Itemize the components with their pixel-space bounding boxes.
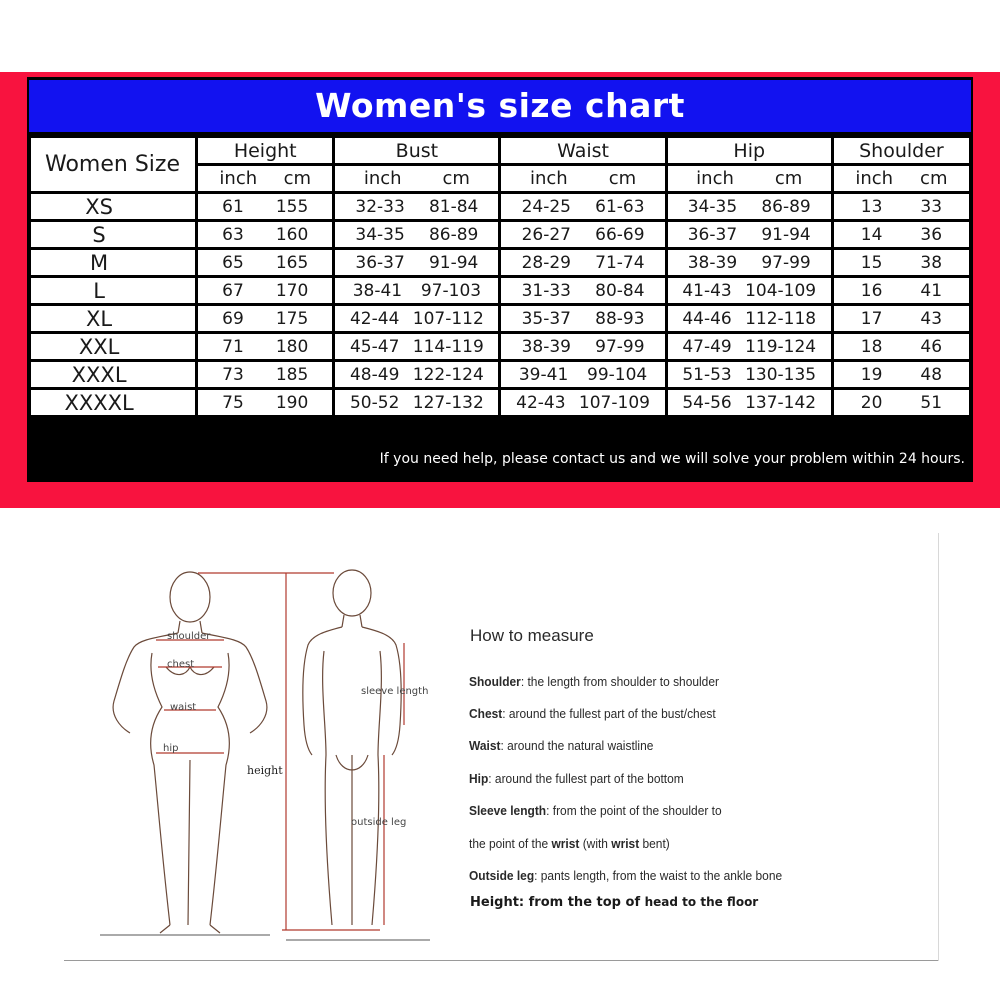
shoulder-inch-value: 19 bbox=[860, 364, 883, 385]
waist-cell bbox=[501, 278, 664, 303]
bust-cm-value: 122-124 bbox=[412, 364, 484, 385]
chest-instruction: Chest: around the fullest part of the bust/chest bbox=[469, 706, 716, 721]
hip-instruction: Hip: around the fullest part of the bottom bbox=[469, 771, 684, 786]
size-label: M bbox=[31, 250, 195, 275]
height-inch-value: 75 bbox=[222, 392, 244, 413]
chest-label: chest bbox=[167, 659, 195, 670]
shoulder-inch-value: 17 bbox=[860, 308, 883, 329]
bust-cell bbox=[335, 222, 498, 247]
bust-cm-value: 97-103 bbox=[420, 280, 482, 301]
waist-cm-value: 61-63 bbox=[595, 196, 645, 217]
height-cell bbox=[198, 222, 332, 247]
waist-cell bbox=[501, 362, 664, 387]
height-cm-value: 170 bbox=[275, 280, 309, 301]
shoulder-cell bbox=[834, 390, 969, 415]
height-cm-value: 160 bbox=[275, 224, 309, 245]
height-inch-value: 73 bbox=[222, 364, 244, 385]
height-instruction: Height: from the top of head to the floor bbox=[470, 895, 759, 910]
size-label: XXL bbox=[31, 334, 195, 359]
bust-cm-value: 107-112 bbox=[412, 308, 484, 329]
unit-cm: cm bbox=[774, 168, 803, 189]
hip-inch-value: 44-46 bbox=[682, 308, 732, 329]
shoulder-inch-value: 20 bbox=[860, 392, 883, 413]
back-figure bbox=[303, 570, 401, 925]
bust-cm-value: 114-119 bbox=[412, 336, 484, 357]
bust-inch-value: 42-44 bbox=[349, 308, 400, 329]
hip-inch-value: 34-35 bbox=[687, 196, 738, 217]
table-row bbox=[31, 390, 969, 415]
table-row bbox=[31, 334, 969, 359]
shoulder-cm-value: 48 bbox=[920, 364, 943, 385]
height-units bbox=[198, 166, 332, 191]
shoulder-label: shoulder bbox=[167, 631, 211, 642]
hip-units bbox=[668, 166, 831, 191]
height-inch-value: 71 bbox=[222, 336, 244, 357]
shoulder-header: Shoulder bbox=[834, 138, 969, 163]
waist-cell bbox=[501, 222, 664, 247]
bust-header: Bust bbox=[335, 138, 498, 163]
height-inch-value: 63 bbox=[222, 224, 244, 245]
bust-inch-value: 34-35 bbox=[355, 224, 405, 245]
bust-cell bbox=[335, 334, 498, 359]
shoulder-cm-value: 33 bbox=[920, 196, 943, 217]
height-cm-value: 155 bbox=[275, 196, 309, 217]
height-cm-value: 165 bbox=[275, 252, 309, 273]
waist-cm-value: 99-104 bbox=[587, 364, 648, 385]
shoulder-cell bbox=[834, 194, 969, 219]
shoulder-units bbox=[834, 166, 969, 191]
height-cm-value: 190 bbox=[275, 392, 309, 413]
height-label: height bbox=[247, 764, 283, 777]
shoulder-cm-value: 36 bbox=[920, 224, 943, 245]
bust-inch-value: 38-41 bbox=[352, 280, 403, 301]
height-cell bbox=[198, 390, 332, 415]
sleeve-length-instruction-cont: the point of the wrist (with wrist bent) bbox=[469, 836, 670, 851]
waist-cell bbox=[501, 334, 664, 359]
bust-cell bbox=[335, 306, 498, 331]
waist-cm-value: 97-99 bbox=[595, 336, 645, 357]
hip-inch-value: 51-53 bbox=[682, 364, 732, 385]
shoulder-cm-value: 38 bbox=[920, 252, 943, 273]
shoulder-cell bbox=[834, 250, 969, 275]
sleeve-length-instruction: Sleeve length: from the point of the shoulder to bbox=[469, 803, 722, 818]
waist-cell bbox=[501, 306, 664, 331]
unit-cm: cm bbox=[608, 168, 637, 189]
waist-inch-value: 39-41 bbox=[518, 364, 569, 385]
hip-cm-value: 137-142 bbox=[745, 392, 817, 413]
shoulder-cm-value: 51 bbox=[920, 392, 943, 413]
waist-inch-value: 42-43 bbox=[516, 392, 566, 413]
shoulder-cell bbox=[834, 222, 969, 247]
shoulder-inch-value: 16 bbox=[860, 280, 883, 301]
waist-inch-value: 35-37 bbox=[521, 308, 571, 329]
waist-cm-value: 66-69 bbox=[595, 224, 645, 245]
hip-label: hip bbox=[163, 743, 179, 754]
size-label: L bbox=[31, 278, 195, 303]
waist-inch-value: 31-33 bbox=[521, 280, 571, 301]
bust-cell bbox=[335, 362, 498, 387]
table-row bbox=[31, 250, 969, 275]
unit-inch: inch bbox=[696, 168, 734, 189]
shoulder-cell bbox=[834, 362, 969, 387]
hip-cell bbox=[668, 222, 831, 247]
help-footer: If you need help, please contact us and we will solve your problem within 24 hours. bbox=[379, 451, 965, 467]
header-row bbox=[31, 138, 969, 163]
bust-inch-value: 50-52 bbox=[349, 392, 400, 413]
unit-cm: cm bbox=[920, 168, 948, 189]
height-inch-value: 67 bbox=[222, 280, 244, 301]
waist-inch-value: 26-27 bbox=[521, 224, 571, 245]
bust-cell bbox=[335, 278, 498, 303]
waist-cell bbox=[501, 250, 664, 275]
height-inch-value: 65 bbox=[222, 252, 244, 273]
bust-units bbox=[335, 166, 498, 191]
outside-leg-instruction: Outside leg: pants length, from the waist to the ankle bone bbox=[469, 868, 783, 883]
shoulder-instruction: Shoulder: the length from shoulder to shoulder bbox=[469, 674, 719, 689]
waist-cm-value: 88-93 bbox=[595, 308, 645, 329]
hip-inch-value: 47-49 bbox=[682, 336, 732, 357]
size-table bbox=[28, 135, 972, 418]
hip-cm-value: 91-94 bbox=[761, 224, 811, 245]
size-chart bbox=[27, 77, 973, 482]
unit-inch: inch bbox=[363, 168, 402, 189]
waist-units bbox=[501, 166, 664, 191]
bust-cell bbox=[335, 390, 498, 415]
height-inch-value: 69 bbox=[222, 308, 244, 329]
hip-cell bbox=[668, 250, 831, 275]
unit-cm: cm bbox=[442, 168, 470, 189]
waist-instruction: Waist: around the natural waistline bbox=[469, 738, 654, 753]
waist-cm-value: 80-84 bbox=[595, 280, 645, 301]
unit-inch: inch bbox=[855, 168, 894, 189]
divider bbox=[64, 960, 938, 961]
hip-cm-value: 130-135 bbox=[745, 364, 817, 385]
how-to-measure-heading: How to measure bbox=[470, 626, 594, 645]
size-label: XS bbox=[31, 194, 195, 219]
waist-header: Waist bbox=[501, 138, 664, 163]
size-label: XXXXL bbox=[31, 390, 195, 415]
waist-inch-value: 38-39 bbox=[521, 336, 571, 357]
hip-cell bbox=[668, 306, 831, 331]
bust-inch-value: 36-37 bbox=[355, 252, 405, 273]
hip-inch-value: 38-39 bbox=[687, 252, 738, 273]
height-cell bbox=[198, 250, 332, 275]
hip-cm-value: 112-118 bbox=[745, 308, 817, 329]
hip-cell bbox=[668, 334, 831, 359]
waist-cell bbox=[501, 390, 664, 415]
body-figures-illustration bbox=[90, 555, 450, 955]
unit-cm: cm bbox=[283, 168, 312, 189]
height-cm-value: 175 bbox=[275, 308, 309, 329]
height-cm-value: 180 bbox=[275, 336, 309, 357]
unit-inch: inch bbox=[529, 168, 568, 189]
shoulder-inch-value: 13 bbox=[860, 196, 883, 217]
shoulder-inch-value: 15 bbox=[860, 252, 883, 273]
bust-cm-value: 81-84 bbox=[428, 196, 479, 217]
chart-title: Women's size chart bbox=[29, 80, 971, 132]
waist-inch-value: 28-29 bbox=[521, 252, 571, 273]
hip-cell bbox=[668, 278, 831, 303]
hip-cell bbox=[668, 390, 831, 415]
bust-cm-value: 86-89 bbox=[428, 224, 479, 245]
shoulder-inch-value: 14 bbox=[860, 224, 883, 245]
height-cell bbox=[198, 278, 332, 303]
height-cell bbox=[198, 194, 332, 219]
height-cm-value: 185 bbox=[275, 364, 309, 385]
waist-cell bbox=[501, 194, 664, 219]
waist-label: waist bbox=[170, 702, 197, 713]
waist-cm-value: 71-74 bbox=[595, 252, 645, 273]
height-header: Height bbox=[198, 138, 332, 163]
sleeve-length-label: sleeve length bbox=[361, 686, 429, 697]
hip-cm-value: 86-89 bbox=[761, 196, 811, 217]
shoulder-cm-value: 46 bbox=[920, 336, 943, 357]
waist-cm-value: 107-109 bbox=[578, 392, 650, 413]
size-label: XXXL bbox=[31, 362, 195, 387]
hip-header: Hip bbox=[668, 138, 831, 163]
height-cell bbox=[198, 362, 332, 387]
hip-cm-value: 104-109 bbox=[745, 280, 817, 301]
hip-cell bbox=[668, 362, 831, 387]
hip-cm-value: 97-99 bbox=[761, 252, 811, 273]
shoulder-cm-value: 41 bbox=[920, 280, 943, 301]
hip-cell bbox=[668, 194, 831, 219]
size-label: S bbox=[31, 222, 195, 247]
shoulder-cell bbox=[834, 306, 969, 331]
height-cell bbox=[198, 306, 332, 331]
shoulder-cell bbox=[834, 334, 969, 359]
hip-inch-value: 36-37 bbox=[687, 224, 738, 245]
table-row bbox=[31, 222, 969, 247]
table-row bbox=[31, 194, 969, 219]
waist-inch-value: 24-25 bbox=[521, 196, 571, 217]
hip-inch-value: 54-56 bbox=[682, 392, 732, 413]
height-inch-value: 61 bbox=[222, 196, 244, 217]
table-row bbox=[31, 278, 969, 303]
height-cell bbox=[198, 334, 332, 359]
table-row bbox=[31, 362, 969, 387]
bust-cell bbox=[335, 194, 498, 219]
outside-leg-label: outside leg bbox=[351, 817, 407, 828]
bust-inch-value: 48-49 bbox=[349, 364, 400, 385]
table-row bbox=[31, 306, 969, 331]
bust-inch-value: 45-47 bbox=[349, 336, 400, 357]
shoulder-cm-value: 43 bbox=[920, 308, 943, 329]
hip-cm-value: 119-124 bbox=[745, 336, 817, 357]
women-size-header: Women Size bbox=[31, 138, 195, 191]
hip-inch-value: 41-43 bbox=[682, 280, 732, 301]
bust-cm-value: 91-94 bbox=[428, 252, 479, 273]
size-chart-frame bbox=[0, 72, 1000, 508]
shoulder-inch-value: 18 bbox=[860, 336, 883, 357]
size-label: XL bbox=[31, 306, 195, 331]
bust-cm-value: 127-132 bbox=[412, 392, 484, 413]
bust-cell bbox=[335, 250, 498, 275]
bust-inch-value: 32-33 bbox=[355, 196, 405, 217]
unit-inch: inch bbox=[219, 168, 258, 189]
shoulder-cell bbox=[834, 278, 969, 303]
